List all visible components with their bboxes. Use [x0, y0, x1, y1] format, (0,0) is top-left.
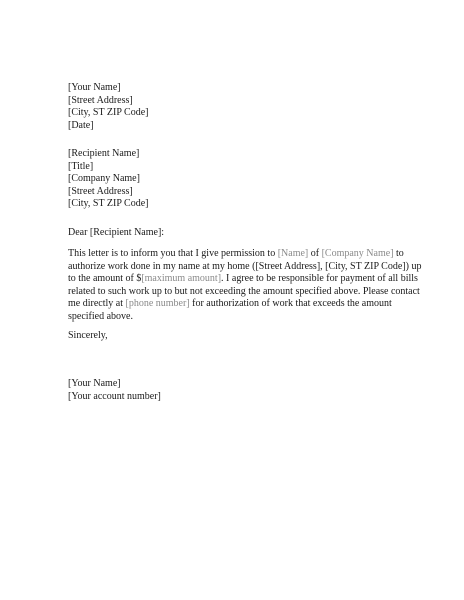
- body-line-5: [68, 298, 408, 311]
- body-line-2: authorize work done in my name at my home ([Street Address], [City, ST ZIP Code]) up: [68, 260, 422, 272]
- body-text: for authorization of work that exceeds the amount: [189, 298, 392, 309]
- signature-name: [Your Name]: [68, 378, 121, 389]
- body-text: me directly at: [68, 298, 126, 309]
- body-text: of: [308, 248, 322, 259]
- salutation: [68, 227, 408, 240]
- recipient-city: [City, ST ZIP Code]: [68, 198, 149, 209]
- body-text: This letter is to inform you that I give permission to: [68, 248, 278, 259]
- account-number: [Your account number]: [68, 390, 161, 402]
- recipient-title: [Title]: [68, 160, 94, 172]
- recipient-name: [Recipient Name]: [68, 148, 140, 159]
- letter-date: [Date]: [68, 119, 94, 131]
- body-text: to the amount of $: [68, 273, 142, 284]
- body-line-6: specified above.: [68, 310, 133, 322]
- recipient-address-block: [68, 148, 408, 211]
- sender-name: [Your Name]: [68, 82, 121, 93]
- sender-city: [City, ST ZIP Code]: [68, 107, 149, 118]
- recipient-street: [Street Address]: [68, 185, 133, 197]
- name-placeholder: [Name]: [277, 248, 309, 259]
- body-line-4: related to such work up to but not exceeding the amount specified above. Please contact: [68, 285, 420, 297]
- closing-text: Sincerely,: [68, 330, 108, 341]
- sender-street: [Street Address]: [68, 94, 133, 106]
- recipient-company: [Company Name]: [68, 173, 140, 184]
- salutation-text: Dear [Recipient Name]:: [68, 227, 165, 238]
- letter-body: [68, 248, 422, 323]
- maximum-amount-placeholder: [maximum amount]: [141, 273, 222, 284]
- body-line-3: [68, 273, 418, 286]
- signature-block: [68, 378, 408, 403]
- company-name-placeholder: [Company Name]: [321, 248, 394, 259]
- body-text: to: [393, 248, 404, 259]
- closing: [68, 330, 408, 343]
- body-text: . I agree to be responsible for payment of all bills: [221, 273, 418, 284]
- sender-address-block: [68, 82, 408, 132]
- body-line-1: [68, 248, 408, 261]
- phone-number-placeholder: [phone number]: [125, 298, 190, 309]
